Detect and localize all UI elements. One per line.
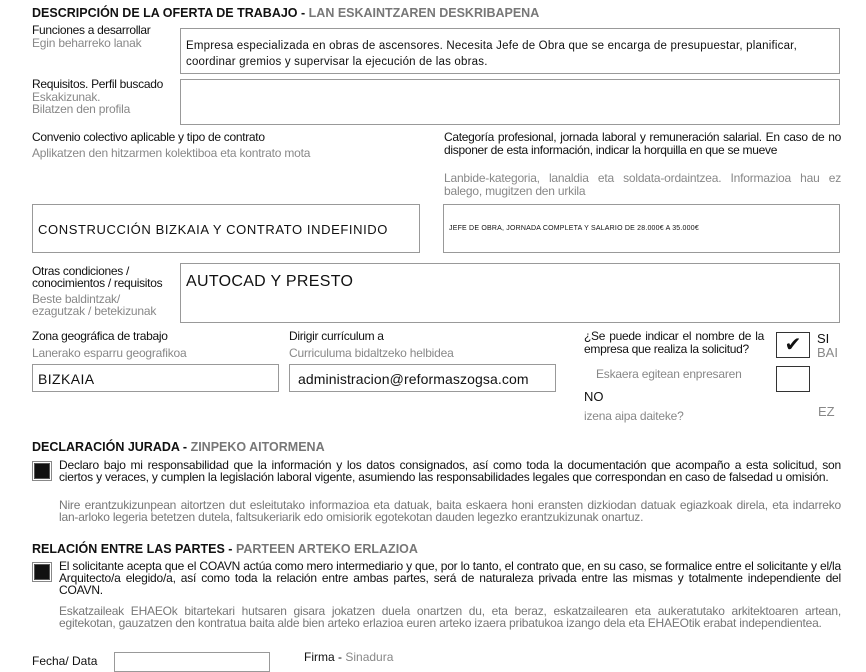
other-label-eu-2: ezagutzak / betekizunak <box>32 304 157 318</box>
other-label-1: Otras condiciones / <box>32 264 130 278</box>
category-label-eu: Lanbide-kategoria, lanaldia eta soldata-ordaintzea. Informazioa hau ez balego, mugitzen den urkila <box>444 171 841 198</box>
other-label-2: conocimientos / requisitos <box>32 276 163 290</box>
job-offer-title <box>32 6 539 20</box>
agreement-field[interactable] <box>32 204 420 253</box>
declaration-title <box>32 440 325 454</box>
relation-checkbox[interactable] <box>34 564 50 580</box>
declaration-title-es: DECLARACIÓN JURADA - <box>32 440 188 454</box>
cv-value: administracion@reformaszogsa.com <box>298 371 529 387</box>
functions-field[interactable] <box>180 28 840 74</box>
requirements-label-eu-1: Eskakizunak. <box>32 90 101 104</box>
declaration-title-eu: ZINPEKO AITORMENA <box>190 440 325 454</box>
signature-label <box>304 650 393 664</box>
company-name-question-eu-2: izena aipa daiteke? <box>584 409 684 423</box>
other-label-eu-1: Beste baldintzak/ <box>32 292 120 306</box>
relation-title-es: RELACIÓN ENTRE LAS PARTES - <box>32 542 233 556</box>
declaration-checkbox[interactable] <box>34 463 50 479</box>
yes-label-eu: BAI <box>817 345 838 360</box>
company-name-question: ¿Se puede indicar el nombre de la empresa que realiza la solicitud? <box>584 329 764 356</box>
functions-label: Funciones a desarrollar <box>32 23 151 37</box>
job-offer-title-eu: LAN ESKAINTZAREN DESKRIBAPENA <box>308 6 540 20</box>
job-offer-title-es: DESCRIPCIÓN DE LA OFERTA DE TRABAJO - <box>32 6 306 20</box>
declaration-text-eu: Nire erantzukizunpean aitortzen dut esleitutako informazioa eta datuak, baita eskaera honi eransten dizkiodan datuak egiazkoak direla, eta indarreko lan-arloko legeria betetzen dutela, faltsukeriarik edo omisiorik egotekotan dauden legezko erantzukizunak onartuz. <box>59 498 841 524</box>
declaration-text: Declaro bajo mi responsabilidad que la información y los datos consignados, así como toda la documentación que acompaño a esta solicitud, son ciertos y veraces, y cumplen la legislación laboral vigente, asumiendo las responsabilidades legales que correspondan en caso de falsedad u omisión. <box>59 458 841 484</box>
requirements-label-eu-2: Bilatzen den profila <box>32 102 131 116</box>
checkmark-icon: ✔ <box>784 334 802 356</box>
requirements-label: Requisitos. Perfil buscado <box>32 77 163 91</box>
zone-value: BIZKAIA <box>38 371 95 387</box>
cv-field[interactable] <box>289 364 556 392</box>
other-field[interactable] <box>180 263 840 323</box>
zone-label: Zona geográfica de trabajo <box>32 329 168 343</box>
requirements-field[interactable] <box>180 79 840 125</box>
category-value: JEFE DE OBRA, JORNADA COMPLETA Y SALARIO DE 28.000€ A 35.000€ <box>449 225 699 232</box>
other-value: AUTOCAD Y PRESTO <box>186 273 354 290</box>
yes-label: SI <box>817 331 830 346</box>
agreement-label-eu: Aplikatzen den hitzarmen kolektiboa eta kontrato mota <box>32 146 311 160</box>
zone-label-eu: Lanerako esparru geografikoa <box>32 346 187 360</box>
cv-label-eu: Curriculuma bidaltzeko helbidea <box>289 346 454 360</box>
relation-title <box>32 542 418 556</box>
date-label: Fecha/ Data <box>32 654 98 668</box>
no-label-eu: EZ <box>818 404 835 419</box>
relation-text: El solicitante acepta que el COAVN actúa como mero intermediario y que, por lo tanto, el contrato que, en su caso, se formalice entre el solicitante y el/la Arquitecto/a elegido/a, así como toda la relación entre ambas partes, será de naturaleza privada entre las mismas y totalmente independiente del COAVN. <box>59 559 841 597</box>
category-label: Categoría profesional, jornada laboral y remuneración salarial. En caso de no disponer de esta información, indicar la horquilla en que se mueve <box>444 130 841 157</box>
zone-field[interactable] <box>32 364 279 392</box>
agreement-value: CONSTRUCCIÓN BIZKAIA Y CONTRATO INDEFINIDO <box>38 222 388 237</box>
functions-value: Empresa especializada en obras de ascensores. Necesita Jefe de Obra que se encarga de presupuestar, planificar, coordinar gremios y supervisar la ejecución de las obras. <box>186 40 797 68</box>
relation-text-eu: Eskatzaileak EHAEOk bitartekari hutsaren gisara jokatzen duela onartzen du, eta beraz, eskatzailearen eta aukeratutako arkitektoaren artean, egitekotan, gauzatzen den kontratua baita alde bien arteko erlazioa euren arteko izaera pribatukoa izango dela eta EHAEOtik erabat independientea. <box>59 604 841 630</box>
category-field[interactable] <box>443 204 840 253</box>
signature-label-eu: Sinadura <box>345 650 394 664</box>
cv-label: Dirigir currículum a <box>289 329 384 343</box>
company-name-question-eu-1: Eskaera egitean enpresaren <box>596 368 742 381</box>
yes-checkbox[interactable] <box>776 332 810 358</box>
relation-title-eu: PARTEEN ARTEKO ERLAZIOA <box>235 542 418 556</box>
no-checkbox[interactable] <box>776 366 810 392</box>
signature-label-es: Firma - <box>304 650 342 664</box>
functions-label-eu: Egin beharreko lanak <box>32 36 142 50</box>
agreement-label: Convenio colectivo aplicable y tipo de contrato <box>32 130 265 144</box>
no-label: NO <box>584 389 604 404</box>
date-field[interactable] <box>114 652 270 672</box>
